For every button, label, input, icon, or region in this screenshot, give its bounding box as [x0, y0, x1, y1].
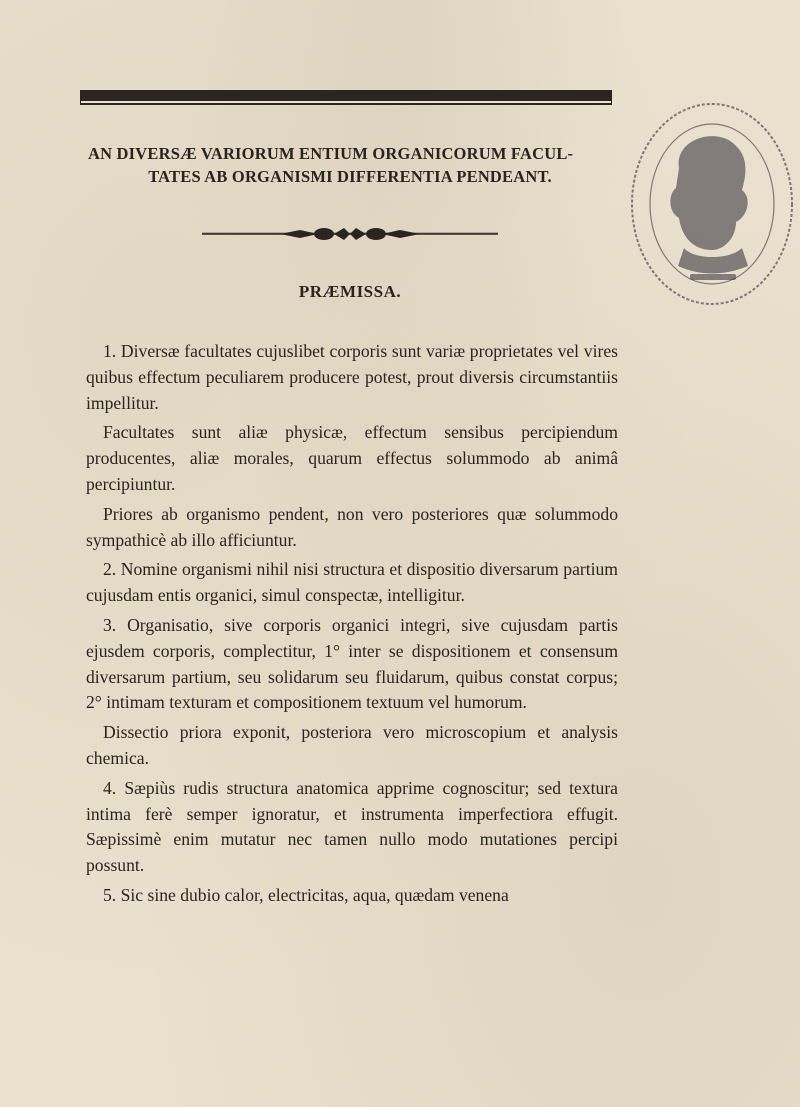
library-stamp-icon — [624, 98, 800, 320]
section-heading: PRÆMISSA. — [298, 282, 402, 301]
ornament-divider — [200, 225, 500, 243]
paragraph-5: 3. Organisatio, sive corporis organici integri, sive cujusdam partis ejusdem corporis, complectitur, 1° inter se dispositionem et consensum diversarum partium, seu solidarum seu fluidarum, quibus constat corpus; 2° intimam texturam et compositionem textuum vel humorum. — [86, 614, 618, 713]
paragraph-3: Priores ab organismo pendent, non vero posteriores quæ solummodo sympathicè ab illo afficiuntur. — [86, 503, 618, 550]
body-text — [86, 339, 618, 909]
paragraph-1: 1. Diversæ facultates cujuslibet corporis sunt variæ proprietates vel vires quibus effectum peculiarem producere potest, prout diversis circumstantiis impellitur. — [86, 341, 618, 413]
title-line-2: TATES AB ORGANISMI DIFFERENTIA PENDEANT. — [148, 167, 552, 186]
paragraph-6: Dissectio priora exponit, posteriora vero microscopium et analysis chemica. — [86, 722, 618, 768]
header-rule — [80, 90, 612, 101]
paragraph-4: 2. Nomine organismi nihil nisi structura et dispositio diversarum partium cujusdam entis organici, simul conspectæ, intelligitur. — [86, 559, 618, 606]
paragraph-7: 4. Sæpiùs rudis structura anatomica apprime cognoscitur; sed textura intima ferè semper ignoratur, et instrumenta imperfectiora effugit. Sæpissimè enim mutatur nec tamen nullo modo mutationes percipi possunt. — [86, 777, 618, 876]
paragraph-2: Facultates sunt aliæ physicæ, effectum sensibus percipiendum producentes, aliæ morales, quarum effectus solummodo ab animâ percipiuntur. — [86, 422, 618, 494]
paragraph-8: 5. Sic sine dubio calor, electricitas, aqua, quædam venena — [103, 884, 509, 905]
title-line-1: AN DIVERSÆ VARIORUM ENTIUM ORGANICORUM FACUL- — [88, 144, 574, 163]
document-title — [80, 142, 620, 188]
